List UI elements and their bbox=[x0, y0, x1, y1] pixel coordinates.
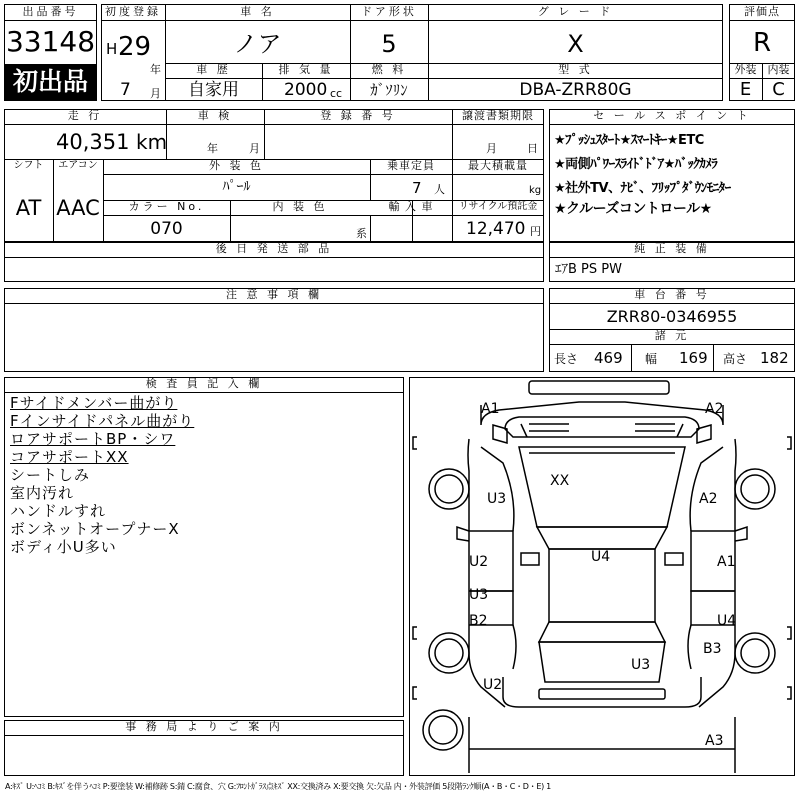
shift-label: シフト bbox=[13, 160, 44, 171]
car-name: ノア bbox=[233, 30, 282, 58]
model-label: 型 式 bbox=[558, 63, 593, 76]
length-label: 長さ bbox=[554, 352, 579, 366]
notes-label: 注 意 事 項 欄 bbox=[226, 288, 322, 301]
height-label: 高さ bbox=[723, 352, 748, 366]
post-parts-label: 後 日 発 送 部 品 bbox=[215, 242, 333, 255]
equipment-value: ｴｱB PS PW bbox=[555, 262, 622, 277]
mark-u3-left-rear: U3 bbox=[469, 587, 489, 603]
interior-color-unit: 系 bbox=[356, 227, 367, 240]
score-label: 評価点 bbox=[744, 5, 780, 18]
max-load-label: 最大積載量 bbox=[468, 159, 528, 172]
inspector-note: 室内汚れ bbox=[10, 484, 75, 502]
inspector-note: ロアサポートBP・シワ bbox=[10, 430, 176, 448]
capacity-unit: 人 bbox=[434, 183, 445, 196]
height: 182 bbox=[760, 349, 789, 367]
inspector-note: Fインサイドパネル曲がり bbox=[10, 412, 195, 430]
exterior-grade: E bbox=[739, 79, 752, 100]
recycle-fee: 12,470 bbox=[466, 219, 526, 239]
history: 自家用 bbox=[188, 80, 239, 100]
interior-color-label: 内 装 色 bbox=[272, 200, 328, 213]
doors: 5 bbox=[381, 30, 397, 58]
car-name-label: 車 名 bbox=[240, 5, 275, 18]
transfer-label: 譲渡書類期限 bbox=[462, 109, 534, 122]
inspector-note: ハンドルすれ bbox=[10, 502, 107, 520]
fuel: ｶﾞｿﾘﾝ bbox=[370, 81, 408, 99]
score: R bbox=[752, 28, 772, 58]
mark-a1-front: A1 bbox=[481, 401, 500, 417]
mark-xx-bonnet: XX bbox=[550, 473, 570, 489]
length: 469 bbox=[594, 349, 623, 367]
sales-point: ★ﾌﾟｯｼｭｽﾀｰﾄ★ｽﾏｰﾄｷｰ★ETC bbox=[554, 133, 704, 148]
details-box bbox=[4, 109, 544, 242]
mark-u3-left: U3 bbox=[487, 491, 507, 507]
era: H bbox=[106, 40, 118, 58]
equipment-label: 純 正 装 備 bbox=[634, 242, 710, 255]
inspector-note: Fサイドメンバー曲がり bbox=[10, 394, 178, 412]
displacement-label: 排 気 量 bbox=[278, 63, 334, 76]
reg-month: 7 bbox=[120, 80, 131, 100]
interior-label: 内装 bbox=[767, 63, 790, 76]
inspection-month: 月 bbox=[249, 142, 260, 155]
exterior-label: 外装 bbox=[734, 63, 757, 76]
sales-point: ★クルーズコントロール★ bbox=[554, 201, 712, 217]
reg-year: 29 bbox=[118, 32, 152, 62]
first-reg-label: 初度登録 bbox=[105, 5, 161, 18]
interior-grade: C bbox=[772, 79, 785, 100]
shift: AT bbox=[15, 196, 42, 220]
capacity: 7 bbox=[412, 179, 422, 197]
inspector-note: ボンネットオープナーX bbox=[10, 520, 180, 538]
ac-label: エアコン bbox=[58, 160, 98, 171]
import-label: 輸 入 車 bbox=[388, 200, 434, 213]
max-load-unit: kg bbox=[529, 185, 542, 196]
transfer-day: 日 bbox=[527, 142, 538, 155]
mark-a3-rear: A3 bbox=[705, 733, 724, 749]
mark-a1-right-door: A1 bbox=[717, 554, 736, 570]
mark-b2-left-rear: B2 bbox=[469, 613, 488, 629]
mark-a2-front: A2 bbox=[705, 401, 724, 417]
fuel-label: 燃 料 bbox=[371, 63, 407, 76]
capacity-label: 乗車定員 bbox=[387, 159, 435, 172]
mark-u2-left-door: U2 bbox=[469, 554, 489, 570]
mark-u2-left-quarter: U2 bbox=[483, 677, 503, 693]
year-suffix: 年 bbox=[150, 63, 161, 76]
color-no: 070 bbox=[150, 219, 183, 239]
inspection-year: 年 bbox=[207, 142, 218, 155]
mileage: 40,351 bbox=[56, 130, 130, 154]
legend: A:ｷｽﾞ U:ﾍｺﾐ B:ｷｽﾞを伴うﾍｺﾐ P:要塗装 W:補修跡 S:錆 C:腐食、穴 G:ﾌﾛﾝﾄｶﾞﾗｽ点ｷｽﾞ XX:交換済み X:要交換 欠:欠品 内・外装評価 5段階ﾗﾝｸ順(A・B・C・D・E) 1 bbox=[5, 782, 551, 791]
body-color: ﾊﾟｰﾙ bbox=[222, 179, 251, 195]
mark-u3-trunk: U3 bbox=[631, 657, 651, 673]
inspector-note: シートしみ bbox=[10, 466, 91, 484]
lot-label: 出品番号 bbox=[22, 5, 79, 18]
mark-b3-right: B3 bbox=[703, 641, 722, 657]
recycle-label: リサイクル預託金 bbox=[458, 201, 538, 212]
color-label: 外 装 色 bbox=[209, 159, 264, 172]
mileage-unit: km bbox=[136, 130, 168, 154]
dims-label: 諸 元 bbox=[654, 329, 690, 342]
color-no-label: カラー No. bbox=[128, 200, 205, 213]
first-listing: 初出品 bbox=[12, 67, 88, 96]
grade: X bbox=[567, 30, 584, 58]
history-label: 車 歴 bbox=[196, 63, 231, 76]
ac: AAC bbox=[56, 196, 100, 220]
mileage-label: 走 行 bbox=[67, 109, 103, 122]
chassis-number: ZRR80-0346955 bbox=[606, 307, 738, 326]
mark-u4-roof: U4 bbox=[591, 549, 611, 565]
sales-point: ★社外TV、ﾅﾋﾞ、ﾌﾘｯﾌﾟﾀﾞｳﾝﾓﾆﾀｰ bbox=[554, 181, 731, 196]
door-label: ドア形状 bbox=[361, 5, 417, 18]
transfer-month: 月 bbox=[486, 142, 497, 155]
displacement: 2000 bbox=[284, 80, 328, 100]
month-suffix: 月 bbox=[150, 87, 161, 100]
inspector-note: コアサポートXX bbox=[10, 448, 129, 466]
inspector-note: ボディ小U多い bbox=[10, 538, 117, 556]
car-diagram bbox=[409, 377, 795, 776]
recycle-unit: 円 bbox=[530, 225, 541, 238]
registration-label: 登 録 番 号 bbox=[320, 109, 396, 122]
displacement-unit: cc bbox=[330, 87, 343, 100]
grade-label: グ レ ー ド bbox=[537, 5, 614, 18]
mark-a2-right: A2 bbox=[699, 491, 718, 507]
office-label: 事 務 局 よ り ご 案 内 bbox=[125, 720, 283, 733]
width: 169 bbox=[679, 349, 708, 367]
sales-point: ★両側ﾊﾟﾜｰｽﾗｲﾄﾞﾄﾞｱ★ﾊﾞｯｸｶﾒﾗ bbox=[554, 157, 718, 172]
sales-label: セ ー ル ス ポ イ ン ト bbox=[593, 109, 751, 122]
chassis-label: 車 台 番 号 bbox=[634, 288, 710, 301]
inspection-label: 車 検 bbox=[197, 109, 233, 122]
inspector-label: 検 査 員 記 入 欄 bbox=[145, 377, 263, 390]
model: DBA-ZRR80G bbox=[519, 80, 632, 100]
width-label: 幅 bbox=[645, 352, 658, 366]
lot-number: 33148 bbox=[5, 25, 96, 58]
mark-u4-right-rear: U4 bbox=[717, 613, 737, 629]
